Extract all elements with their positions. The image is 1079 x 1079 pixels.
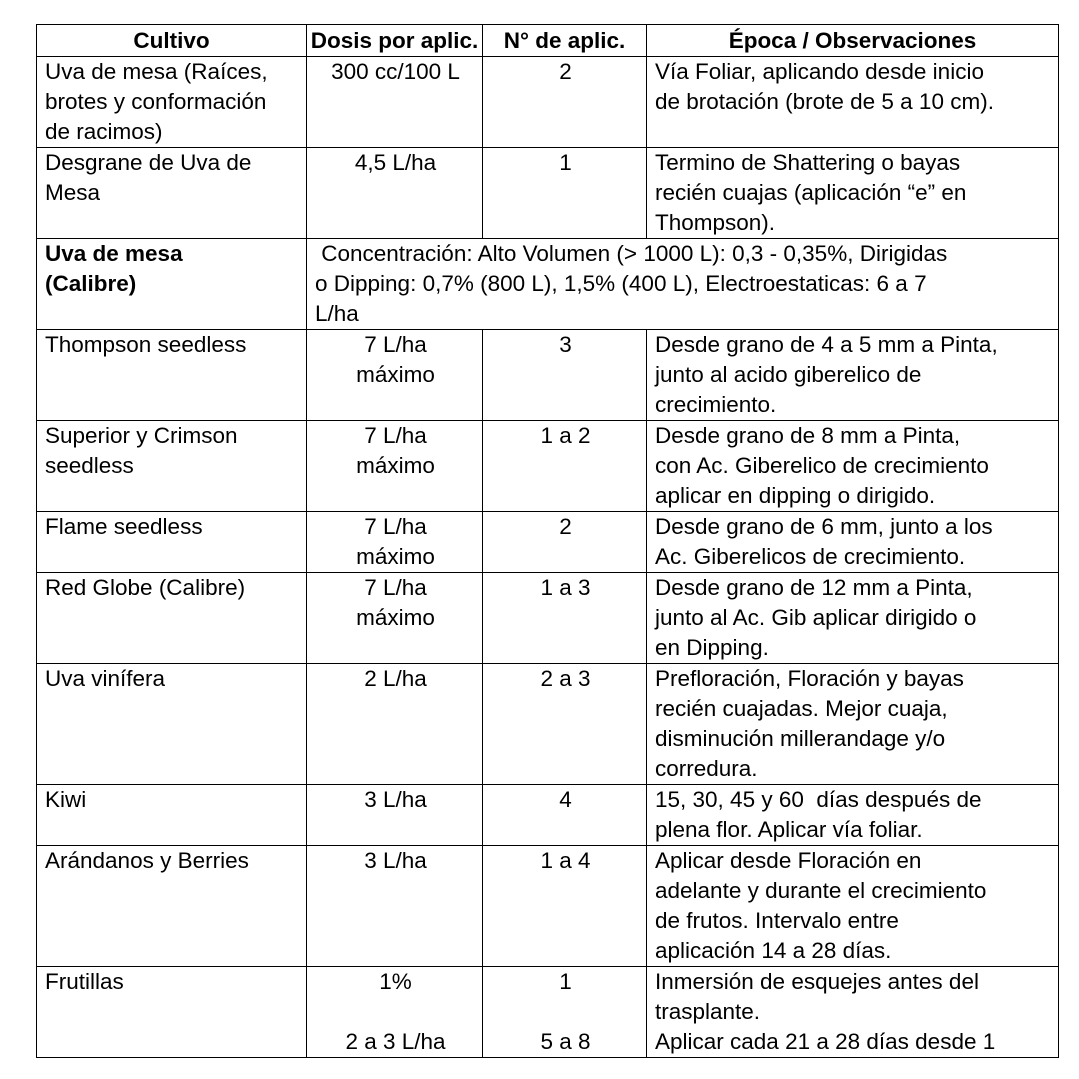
dosage-table bbox=[36, 24, 1059, 1058]
cell-dosis bbox=[307, 421, 483, 512]
cell-cultivo bbox=[37, 785, 307, 846]
cell-line: corredura. bbox=[655, 756, 758, 781]
cell-line: en Dipping. bbox=[655, 635, 769, 660]
cell-cultivo bbox=[37, 846, 307, 967]
cell-line: 1 a 3 bbox=[540, 575, 591, 600]
cell-line: Prefloración, Floración y bayas bbox=[655, 666, 964, 691]
cell-line: Inmersión de esquejes antes del bbox=[655, 969, 979, 994]
cell-cultivo bbox=[37, 57, 307, 148]
cell-cultivo bbox=[37, 239, 307, 330]
header-dosis: Dosis por aplic. bbox=[307, 25, 483, 57]
cell-line: Flame seedless bbox=[45, 514, 203, 539]
table-row bbox=[37, 846, 1059, 967]
cell-line: brotes y conformación bbox=[45, 89, 267, 114]
cell-line: Red Globe (Calibre) bbox=[45, 575, 246, 600]
cell-line: Aplicar cada 21 a 28 días desde 1 bbox=[655, 1029, 996, 1054]
cell-line: máximo bbox=[356, 362, 435, 387]
cell-cultivo bbox=[37, 664, 307, 785]
cell-cultivo bbox=[37, 512, 307, 573]
cell-line: 1 a 2 bbox=[540, 423, 591, 448]
cell-line: junto al acido giberelico de bbox=[655, 362, 922, 387]
cell-line: trasplante. bbox=[655, 999, 761, 1024]
cell-line: 1% bbox=[379, 969, 412, 994]
cell-line: crecimiento. bbox=[655, 392, 777, 417]
cell-n-aplic bbox=[483, 785, 647, 846]
cell-n-aplic bbox=[483, 512, 647, 573]
cell-line: o Dipping: 0,7% (800 L), 1,5% (400 L), Electroestaticas: 6 a 7 bbox=[315, 271, 927, 296]
cell-cultivo bbox=[37, 330, 307, 421]
table-row bbox=[37, 967, 1059, 1058]
cell-dosis bbox=[307, 148, 483, 239]
cell-dosis bbox=[307, 846, 483, 967]
cell-line: recién cuajadas. Mejor cuaja, bbox=[655, 696, 948, 721]
cell-line: Desde grano de 4 a 5 mm a Pinta, bbox=[655, 332, 998, 357]
cell-line: Frutillas bbox=[45, 969, 124, 994]
header-epoca: Época / Observaciones bbox=[647, 25, 1059, 57]
table-row bbox=[37, 421, 1059, 512]
cell-line: recién cuajas (aplicación “e” en bbox=[655, 180, 967, 205]
cell-dosis bbox=[307, 57, 483, 148]
cell-n-aplic bbox=[483, 573, 647, 664]
cell-line: de frutos. Intervalo entre bbox=[655, 908, 899, 933]
table-row bbox=[37, 785, 1059, 846]
cell-line: 4,5 L/ha bbox=[354, 150, 437, 175]
cell-line: máximo bbox=[356, 605, 435, 630]
cell-line: Vía Foliar, aplicando desde inicio bbox=[655, 59, 984, 84]
cell-n-aplic bbox=[483, 57, 647, 148]
cell-line: Thompson seedless bbox=[45, 332, 247, 357]
cell-observaciones bbox=[647, 148, 1059, 239]
cell-n-aplic bbox=[483, 664, 647, 785]
cell-line: de brotación (brote de 5 a 10 cm). bbox=[655, 89, 994, 114]
table-row bbox=[37, 512, 1059, 573]
cell-n-aplic bbox=[483, 330, 647, 421]
cell-line: 1 bbox=[559, 150, 572, 175]
cell-line: Thompson). bbox=[655, 210, 776, 235]
cell-cultivo bbox=[37, 421, 307, 512]
cell-line: adelante y durante el crecimiento bbox=[655, 878, 987, 903]
table-row bbox=[37, 573, 1059, 664]
cell-line: junto al Ac. Gib aplicar dirigido o bbox=[655, 605, 977, 630]
cell-cultivo bbox=[37, 967, 307, 1058]
cell-line: Desde grano de 8 mm a Pinta, bbox=[655, 423, 961, 448]
cell-line: Termino de Shattering o bayas bbox=[655, 150, 961, 175]
cell-line: máximo bbox=[356, 453, 435, 478]
cell-line: Uva de mesa bbox=[45, 241, 183, 266]
cell-observaciones bbox=[647, 846, 1059, 967]
cell-line: 4 bbox=[559, 787, 572, 812]
cell-observaciones bbox=[647, 330, 1059, 421]
cell-line: Kiwi bbox=[45, 787, 87, 812]
cell-line: Uva de mesa (Raíces, bbox=[45, 59, 268, 84]
cell-observaciones bbox=[647, 57, 1059, 148]
cell-spacer bbox=[315, 997, 476, 1027]
cell-n-aplic bbox=[483, 421, 647, 512]
cell-line: 5 a 8 bbox=[540, 1029, 591, 1054]
cell-line: Concentración: Alto Volumen (> 1000 L): 0,3 - 0,35%, Dirigidas bbox=[315, 241, 948, 266]
cell-observaciones bbox=[647, 664, 1059, 785]
cell-cultivo bbox=[37, 573, 307, 664]
cell-line: 2 a 3 bbox=[540, 666, 591, 691]
cell-observaciones bbox=[647, 785, 1059, 846]
cell-line: Mesa bbox=[45, 180, 101, 205]
table-header-row bbox=[37, 25, 1059, 57]
cell-line: Arándanos y Berries bbox=[45, 848, 249, 873]
cell-line: máximo bbox=[356, 544, 435, 569]
header-n-aplic: N° de aplic. bbox=[483, 25, 647, 57]
table-row bbox=[37, 664, 1059, 785]
cell-line: 1 bbox=[559, 969, 572, 994]
cell-line: con Ac. Giberelico de crecimiento bbox=[655, 453, 989, 478]
cell-line: 2 bbox=[559, 514, 572, 539]
cell-line: Aplicar desde Floración en bbox=[655, 848, 922, 873]
table-row bbox=[37, 57, 1059, 148]
cell-observaciones bbox=[647, 421, 1059, 512]
cell-line: 7 L/ha bbox=[364, 423, 427, 448]
cell-n-aplic bbox=[483, 846, 647, 967]
cell-line: aplicación 14 a 28 días. bbox=[655, 938, 892, 963]
cell-n-aplic bbox=[483, 148, 647, 239]
cell-line: 7 L/ha bbox=[364, 332, 427, 357]
table-row bbox=[37, 239, 1059, 330]
table-row bbox=[37, 148, 1059, 239]
cell-n-aplic bbox=[483, 967, 647, 1058]
cell-line: 7 L/ha bbox=[364, 575, 427, 600]
cell-dosis bbox=[307, 785, 483, 846]
cell-line: aplicar en dipping o dirigido. bbox=[655, 483, 936, 508]
cell-line: 3 L/ha bbox=[364, 848, 427, 873]
cell-spacer bbox=[491, 997, 640, 1027]
cell-line: Ac. Giberelicos de crecimiento. bbox=[655, 544, 966, 569]
cell-dosis bbox=[307, 573, 483, 664]
header-cultivo: Cultivo bbox=[37, 25, 307, 57]
cell-line: Uva vinífera bbox=[45, 666, 166, 691]
cell-line: Desde grano de 6 mm, junto a los bbox=[655, 514, 993, 539]
cell-line: seedless bbox=[45, 453, 134, 478]
cell-observaciones bbox=[647, 967, 1059, 1058]
cell-line: 7 L/ha bbox=[364, 514, 427, 539]
cell-line: Desde grano de 12 mm a Pinta, bbox=[655, 575, 973, 600]
cell-line: 2 bbox=[559, 59, 572, 84]
cell-observaciones bbox=[647, 573, 1059, 664]
cell-observaciones bbox=[647, 512, 1059, 573]
cell-line: 300 cc/100 L bbox=[331, 59, 460, 84]
cell-dosis bbox=[307, 512, 483, 573]
cell-line: Desgrane de Uva de bbox=[45, 150, 252, 175]
cell-line: disminución millerandage y/o bbox=[655, 726, 946, 751]
cell-line: L/ha bbox=[315, 301, 359, 326]
cell-line: 1 a 4 bbox=[540, 848, 591, 873]
cell-line: 2 L/ha bbox=[364, 666, 427, 691]
cell-line: (Calibre) bbox=[45, 271, 137, 296]
cell-line: plena flor. Aplicar vía foliar. bbox=[655, 817, 923, 842]
cell-dosis bbox=[307, 967, 483, 1058]
cell-line: 3 L/ha bbox=[364, 787, 427, 812]
cell-dosis bbox=[307, 330, 483, 421]
cell-dosis bbox=[307, 664, 483, 785]
cell-line: Superior y Crimson bbox=[45, 423, 238, 448]
table-row bbox=[37, 330, 1059, 421]
cell-line: 3 bbox=[559, 332, 572, 357]
cell-line: 2 a 3 L/ha bbox=[345, 1029, 446, 1054]
cell-concentracion bbox=[307, 239, 1059, 330]
cell-line: 15, 30, 45 y 60 días después de bbox=[655, 787, 982, 812]
cell-cultivo bbox=[37, 148, 307, 239]
cell-line: de racimos) bbox=[45, 119, 163, 144]
